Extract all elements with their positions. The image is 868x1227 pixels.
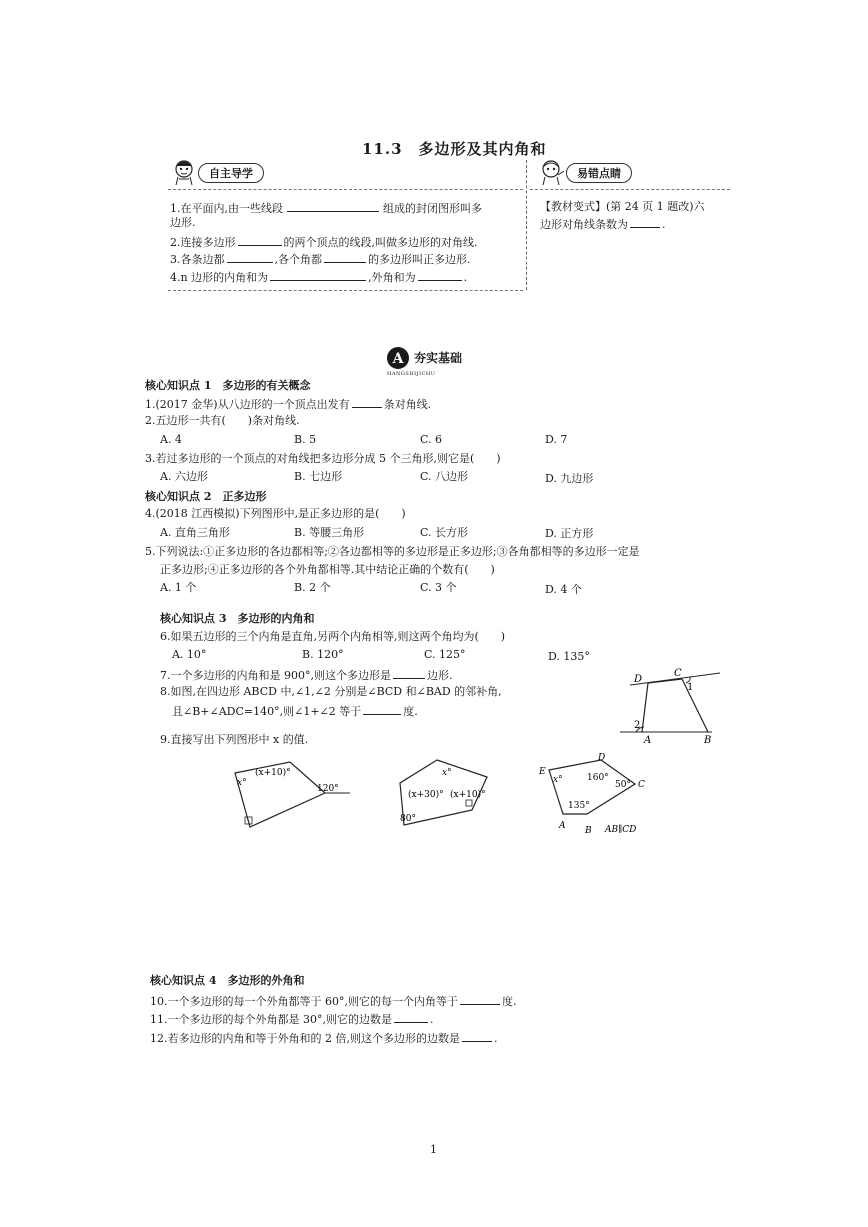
answer-blank[interactable] [460,993,500,1005]
guide-item-1-cont: 边形. [170,216,196,229]
q8-label-c: C [674,668,682,679]
section-a-badge-icon [386,346,410,370]
q8-angle-1: 1 [687,682,694,693]
answer-blank[interactable] [363,703,401,715]
answer-blank[interactable] [270,269,366,281]
fig2-80-label: 80° [400,814,416,824]
question-8-line-2: 且∠B+∠ADC=140°,则∠1+∠2 等于 度. [172,705,418,718]
q5-option-b[interactable]: B. 2 个 [294,581,331,594]
knowledge-point-2: 核心知识点 2 正多边形 [145,490,267,503]
q9-figure-2 [392,755,512,835]
q2-option-c[interactable]: C. 6 [420,433,443,446]
fig3-135-label: 135° [568,801,590,811]
q6-option-c[interactable]: C. 125° [424,648,466,661]
guide-divider [168,189,523,190]
page-title: 11.3 多边形及其内角和 [362,140,547,158]
answer-blank[interactable] [418,269,462,281]
guide-tag: 自主导学 [198,163,264,183]
answer-blank[interactable] [393,667,425,679]
fig1-x-label: x° [237,778,247,788]
q5-option-c[interactable]: C. 3 个 [420,581,457,594]
q3-option-b[interactable]: B. 七边形 [294,470,343,483]
question-4: 4.(2018 江西模拟)下列图形中,是正多边形的是( ) [145,507,406,520]
q9-figure-3 [535,752,665,837]
fig3-label-c: C [638,780,645,790]
fig3-label-e: E [539,767,546,777]
answer-blank[interactable] [324,251,366,263]
question-5-line-2: 正多边形;④正多边形的各个外角都相等.其中结论正确的个数有( ) [160,563,495,576]
knowledge-point-4: 核心知识点 4 多边形的外角和 [150,974,305,987]
fig3-label-a: A [559,821,566,831]
q8-label-a: A [644,735,652,745]
q6-option-d[interactable]: D. 135° [548,650,590,663]
student-mascot-icon [170,157,200,187]
fig3-label-d: D [598,753,606,763]
guide-item-3: 3.各条边都 ,各个角都 的多边形叫正多边形. [170,253,471,266]
question-12: 12.若多边形的内角和等于外角和的 2 倍,则这个多边形的边数是 . [150,1032,498,1045]
answer-blank[interactable] [287,200,379,212]
q6-option-b[interactable]: B. 120° [302,648,344,661]
q2-option-b[interactable]: B. 5 [294,433,317,446]
question-3: 3.若过多边形的一个顶点的对角线把多边形分成 5 个三角形,则它是( ) [145,452,501,465]
q4-option-d[interactable]: D. 正方形 [545,527,594,540]
q4-option-c[interactable]: C. 长方形 [420,526,469,539]
q6-option-a[interactable]: A. 10° [172,648,207,661]
answer-blank[interactable] [462,1030,492,1042]
fig1-ext-label: 120° [317,784,339,794]
fig3-50-label: 50° [615,780,631,790]
q8-label-d: D [634,674,643,685]
question-5-line-1: 5.下列说法:①正多边形的各边都相等;②各边都相等的多边形是正多边形;③各角都相等的多边形一定是 [145,545,640,558]
fig3-condition: AB∥CD [605,825,637,835]
answer-blank[interactable] [394,1011,428,1023]
q3-option-a[interactable]: A. 六边形 [160,470,208,483]
page-number: 1 [430,1143,437,1156]
section-a-title: 夯实基础 [414,351,463,365]
fig2-expr-1-label: (x+30)° [408,790,444,800]
column-divider [526,160,527,290]
guide-bottom-divider [168,290,523,291]
knowledge-point-3: 核心知识点 3 多边形的内角和 [160,612,315,625]
thinking-mascot-icon [538,157,568,187]
section-a-subtitle: HANGSHIJICHU [387,371,436,377]
q9-figure-1 [225,755,355,835]
fig1-expr-label: (x+10)° [255,768,291,778]
guide-item-1: 1.在平面内,由一些线段 组成的封闭图形叫多 [170,202,482,215]
q3-option-c[interactable]: C. 八边形 [420,470,469,483]
mistake-line-1: 【教材变式】(第 24 页 1 题改)六 [540,200,705,213]
guide-item-4: 4.n 边形的内角和为 ,外角和为 . [170,271,468,284]
answer-blank[interactable] [630,216,660,228]
section-a-header [382,346,502,376]
answer-blank[interactable] [238,234,282,246]
q4-option-a[interactable]: A. 直角三角形 [160,526,230,539]
answer-blank[interactable] [352,396,382,408]
q2-option-a[interactable]: A. 4 [160,433,182,446]
guide-item-2: 2.连接多边形 的两个顶点的线段,叫做多边形的对角线. [170,236,478,249]
fig3-160-label: 160° [587,773,609,783]
fig2-expr-2-label: (x+10)° [450,790,486,800]
question-8-line-1: 8.如图,在四边形 ABCD 中,∠1,∠2 分别是∠BCD 和∠BAD 的邻补角, [160,685,502,698]
q8-angle-2: 2 [634,720,641,731]
question-9: 9.直接写出下列图形中 x 的值. [160,733,309,746]
question-11: 11.一个多边形的每个外角都是 30°,则它的边数是 . [150,1013,434,1026]
q4-option-b[interactable]: B. 等腰三角形 [294,526,365,539]
fig3-label-b: B [585,826,592,836]
question-10: 10.一个多边形的每一个外角都等于 60°,则它的每一个内角等于 度. [150,995,517,1008]
question-7: 7.一个多边形的内角和是 900°,则这个多边形是 边形. [160,669,453,682]
q8-label-b: B [704,735,712,745]
q2-option-d[interactable]: D. 7 [545,433,568,446]
fig3-x-label: x° [553,775,563,785]
question-6: 6.如果五边形的三个内角是直角,另两个内角相等,则这两个角均为( ) [160,630,506,643]
mistake-line-2: 边形对角线条数为 . [540,218,666,231]
q5-option-d[interactable]: D. 4 个 [545,583,582,596]
answer-blank[interactable] [227,251,273,263]
question-2: 2.五边形一共有( )条对角线. [145,414,300,427]
q8-quadrilateral-figure [620,665,730,745]
q3-option-d[interactable]: D. 九边形 [545,472,594,485]
question-1: 1.(2017 金华)从八边形的一个顶点出发有 条对角线. [145,398,432,411]
mistake-divider [530,189,730,190]
section-a-badge: A [392,351,404,367]
fig2-x-label: x° [442,768,452,778]
knowledge-point-1: 核心知识点 1 多边形的有关概念 [145,379,311,392]
mistake-tag: 易错点睛 [566,163,632,183]
q5-option-a[interactable]: A. 1 个 [160,581,197,594]
